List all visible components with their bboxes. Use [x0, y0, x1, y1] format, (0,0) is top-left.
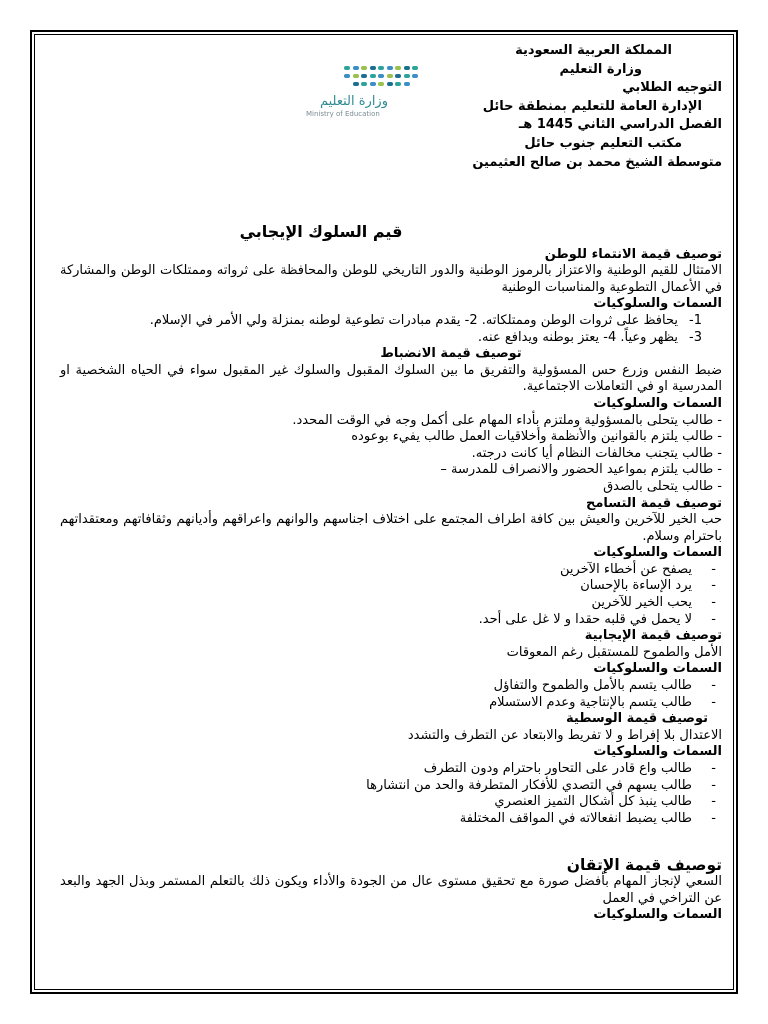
list-item-text: طالب يتسم بالأمل والطموح والتفاؤل — [493, 678, 692, 694]
list-marker: - — [711, 810, 716, 826]
list-item-text: يظهر وعياً. 4- يعتز بوطنه ويدافع عنه. — [477, 329, 678, 345]
logo-dot — [344, 74, 350, 78]
header-country: المملكة العربية السعودية — [515, 43, 672, 58]
list-item-text: يحب الخير للآخرين — [591, 595, 692, 611]
positivity-text: الأمل والطموح للمستقبل رغم المعوقات — [506, 644, 722, 660]
logo-dot — [361, 74, 367, 78]
logo-dot — [404, 82, 410, 86]
logo-dot — [395, 74, 401, 78]
logo-dot — [370, 74, 376, 78]
logo-dot — [353, 82, 359, 86]
discipline-item: - طالب يتجنب مخالفات النظام أيا كانت درجته. — [471, 445, 722, 461]
list-marker: - — [711, 794, 716, 810]
logo-dot — [412, 66, 418, 70]
logo-dot — [361, 82, 367, 86]
list-marker: 3- — [689, 329, 702, 345]
list-item-text: طالب ينبذ كل أشكال التميز العنصري — [494, 794, 692, 810]
logo-dot — [353, 74, 359, 78]
moderation-traits-heading: السمات والسلوكيات — [593, 744, 722, 760]
discipline-item: - طالب يتحلى بالصدق — [603, 478, 722, 494]
moderation-heading: توصيف قيمة الوسطية — [566, 711, 708, 727]
positivity-list — [60, 678, 722, 711]
logo-dot — [378, 74, 384, 78]
discipline-item: - طالب يتحلى بالمسؤولية وملتزم بأداء المهام على أكمل وجه في الوقت المحدد. — [292, 412, 722, 428]
logo-dot — [412, 74, 418, 78]
logo-dot — [387, 74, 393, 78]
logo-arabic-text: وزارة التعليم — [319, 94, 388, 109]
list-item-text: طالب يتسم بالإنتاجية وعدم الاستسلام — [489, 694, 692, 710]
tolerance-list — [60, 562, 722, 628]
list-item — [60, 578, 722, 595]
list-item — [60, 313, 722, 330]
tolerance-traits-heading: السمات والسلوكيات — [593, 545, 722, 561]
spacer — [60, 827, 722, 857]
mastery-text: السعي لإنجاز المهام بأفضل صورة مع تحقيق مستوى عال من الجودة والأداء ويكون ذلك بالتعلم المستمر وبذل الجهد والبعد عن التراخي في العمل — [60, 873, 722, 906]
logo-dot — [404, 66, 410, 70]
ministry-logo — [298, 58, 424, 124]
logo-dots-icon — [344, 66, 422, 92]
document-title: قيم السلوك الإيجابي — [239, 222, 403, 241]
list-marker: - — [711, 678, 716, 694]
logo-dot — [378, 82, 384, 86]
list-marker: - — [711, 777, 716, 793]
list-item — [60, 330, 722, 347]
list-marker: - — [711, 561, 716, 577]
list-item — [60, 811, 722, 828]
logo-dot — [344, 66, 350, 70]
list-item — [60, 778, 722, 795]
list-marker: - — [711, 611, 716, 627]
tolerance-text: حب الخير للآخرين والعيش بين كافة اطراف المجتمع على اختلاف اجناسهم والوانهم واعراقهم وأديانهم وثقافاتهم ومعتقداتهم باحترام وسلام. — [60, 512, 722, 544]
discipline-heading: توصيف قيمة الانضباط — [380, 346, 522, 362]
belonging-heading: توصيف قيمة الانتماء للوطن — [544, 246, 722, 262]
list-marker: - — [711, 694, 716, 710]
list-item — [60, 595, 722, 612]
list-marker: - — [711, 578, 716, 594]
list-marker: 1- — [689, 312, 702, 328]
logo-dot — [387, 66, 393, 70]
logo-english-text: Ministry of Education — [306, 110, 380, 118]
discipline-item: - طالب يلتزم بمواعيد الحضور والانصراف للمدرسة – — [440, 462, 722, 478]
list-marker: - — [711, 761, 716, 776]
moderation-text: الاعتدال بلا إفراط و لا تفريط والابتعاد عن التطرف والتشدد — [407, 727, 722, 743]
mastery-traits-heading: السمات والسلوكيات — [593, 907, 722, 923]
belonging-text: الامتثال للقيم الوطنية والاعتزاز بالرموز الوطنية والدور التاريخي للوطن والمحافظة على ثرواته وممتلكات الوطن والمشاركة في الأعمال التطوعية والمناسبات الوطنية — [60, 263, 722, 295]
logo-dot — [404, 74, 410, 78]
header-office: مكتب التعليم جنوب حائل — [524, 135, 682, 151]
logo-dot — [370, 66, 376, 70]
positivity-traits-heading: السمات والسلوكيات — [593, 661, 722, 677]
list-item-text: لا يحمل في قلبه حقدا و لا غل على أحد. — [478, 611, 692, 627]
discipline-traits-heading: السمات والسلوكيات — [593, 395, 722, 411]
header-department: التوجيه الطلابي — [622, 80, 722, 96]
moderation-list — [60, 761, 722, 827]
list-item — [60, 695, 722, 712]
list-item-text: طالب يسهم في التصدي للأفكار المتطرفة والحد من انتشارها — [366, 777, 692, 793]
header-ministry: وزارة التعليم — [559, 61, 642, 77]
tolerance-heading: توصيف قيمة التسامح — [585, 495, 722, 511]
list-item-text: يصفح عن أخطاء الآخرين — [559, 561, 692, 577]
header-administration: الإدارة العامة للتعليم بمنطقة حائل — [482, 98, 702, 114]
logo-dot — [361, 66, 367, 70]
list-marker: - — [711, 595, 716, 611]
list-item — [60, 678, 722, 695]
positivity-heading: توصيف قيمة الإيجابية — [584, 628, 722, 644]
logo-dot — [378, 66, 384, 70]
list-item — [60, 612, 722, 629]
discipline-text: ضبط النفس وزرع حس المسؤولية والتفريق ما بين السلوك المقبول والسلوك غير المقبول سواء في الحياه الشخصية او المدرسية او في التعاملات الاجتماعية. — [60, 362, 722, 395]
list-item-text: طالب يضبط انفعالاته في المواقف المختلفة — [459, 810, 692, 826]
header-school: متوسطة الشيخ محمد بن صالح العثيمين — [472, 154, 722, 170]
logo-dot — [395, 82, 401, 86]
header-semester: الفصل الدراسي الثاني 1445 هـ — [518, 117, 722, 133]
logo-dot — [395, 66, 401, 70]
list-item — [60, 794, 722, 811]
logo-dot — [387, 82, 393, 86]
logo-dot — [353, 66, 359, 70]
belonging-list — [60, 313, 722, 346]
belonging-traits-heading: السمات والسلوكيات — [593, 296, 722, 312]
list-item — [60, 761, 722, 778]
list-item-text: طالب واع قادر على التحاور باحترام ودون التطرف — [423, 761, 692, 776]
mastery-heading: توصيف قيمة الإتقان — [566, 856, 722, 875]
document-body — [60, 224, 722, 924]
letterhead — [392, 42, 722, 172]
list-item-text: يرد الإساءة بالإحسان — [580, 578, 692, 594]
list-item-text: يحافظ على ثروات الوطن وممتلكاته. 2- يقدم مبادرات تطوعية لوطنه بمنزلة ولي الأمر في الإسلام. — [149, 312, 678, 328]
list-item — [60, 562, 722, 579]
logo-dot — [370, 82, 376, 86]
discipline-item: - طالب يلتزم بالقوانين والأنظمة وأخلاقيات العمل طالب يفيء بوعوده — [351, 429, 722, 445]
